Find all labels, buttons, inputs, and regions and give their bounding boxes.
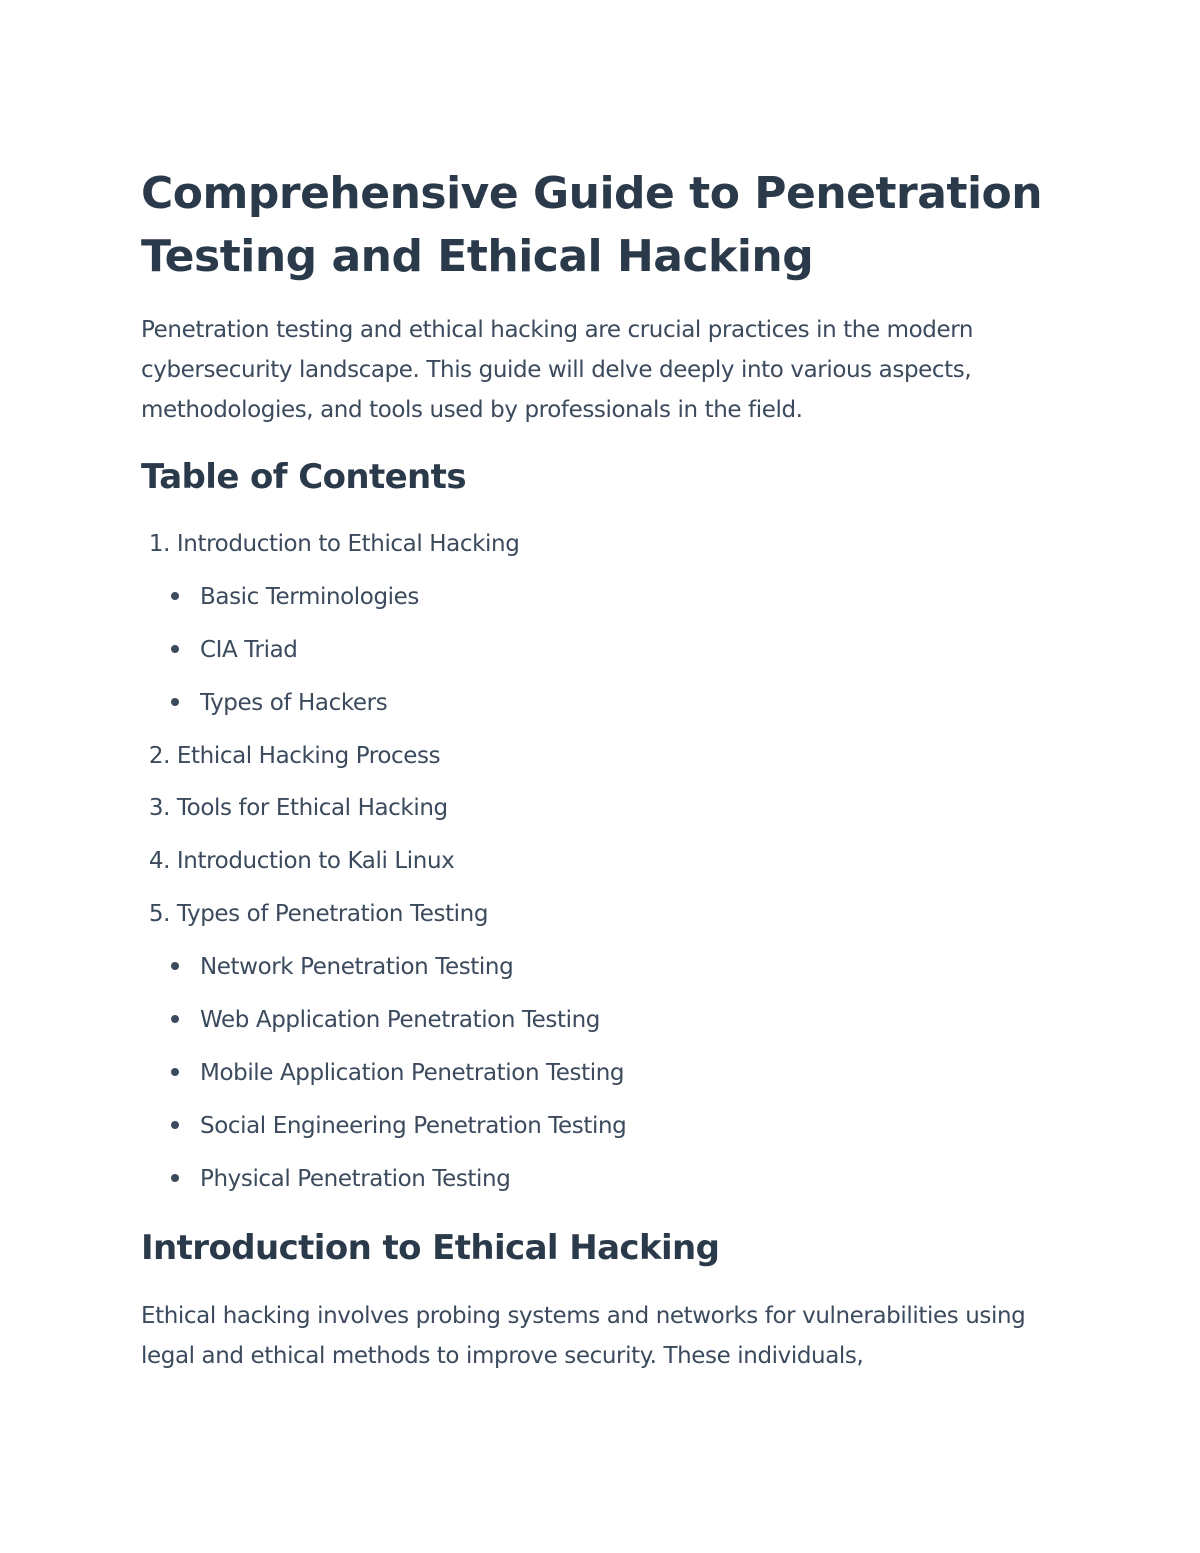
toc-item-label: Tools for Ethical Hacking — [176, 795, 448, 821]
toc-subitem-label: Web Application Penetration Testing — [200, 1007, 601, 1033]
bullet-icon — [171, 1015, 179, 1023]
toc-subitem-label: Basic Terminologies — [200, 584, 419, 610]
document-title: Comprehensive Guide to Penetration Testing and Ethical Hacking — [141, 168, 1043, 282]
toc-subitem-physical — [171, 1159, 510, 1199]
toc-subitem-label: CIA Triad — [200, 637, 298, 663]
section-paragraph: Ethical hacking involves probing systems and networks for vulnerabilities using legal and ethical methods to improve security. These individuals, — [141, 1303, 1026, 1369]
toc-item-tools — [141, 788, 448, 828]
toc-subitem-label: Types of Hackers — [200, 690, 388, 716]
bullet-icon — [171, 1121, 179, 1129]
toc-subitem-cia-triad — [171, 630, 298, 670]
bullet-icon — [171, 645, 179, 653]
toc-subitem-social-engineering — [171, 1106, 626, 1146]
toc-item-introduction — [141, 524, 519, 564]
toc-item-number: 5. — [148, 901, 170, 927]
section-heading: Introduction to Ethical Hacking — [141, 1228, 720, 1268]
bullet-icon — [171, 698, 179, 706]
toc-subitem-network — [171, 947, 513, 987]
toc-subitem-web-application — [171, 1000, 600, 1040]
toc-heading: Table of Contents — [141, 457, 466, 497]
bullet-icon — [171, 592, 179, 600]
toc-item-number: 2. — [148, 743, 170, 769]
toc-item-types-of-pentesting — [141, 894, 488, 934]
toc-item-kali-linux — [141, 841, 454, 881]
toc-subitem-label: Social Engineering Penetration Testing — [200, 1113, 627, 1139]
toc-subitem-label: Mobile Application Penetration Testing — [200, 1060, 625, 1086]
toc-item-number: 3. — [148, 795, 170, 821]
toc-subitem-label: Physical Penetration Testing — [200, 1166, 511, 1192]
toc-item-number: 1. — [148, 531, 170, 557]
bullet-icon — [171, 1174, 179, 1182]
toc-item-number: 4. — [148, 848, 170, 874]
toc-subitem-mobile-application — [171, 1053, 624, 1093]
toc-item-label: Types of Penetration Testing — [176, 901, 489, 927]
toc-subitem-label: Network Penetration Testing — [200, 954, 514, 980]
intro-paragraph: Penetration testing and ethical hacking are crucial practices in the modern cybersecurity landscape. This guide will delve deeply into various aspects, methodologies, and tools used by professionals in the field. — [141, 317, 974, 423]
toc-item-label: Introduction to Kali Linux — [176, 848, 455, 874]
toc-item-label: Ethical Hacking Process — [176, 743, 441, 769]
toc-item-ethical-hacking-process — [141, 736, 440, 776]
toc-subitem-basic-terminologies — [171, 577, 419, 617]
toc-item-label: Introduction to Ethical Hacking — [176, 531, 520, 557]
toc-subitem-types-of-hackers — [171, 683, 387, 723]
bullet-icon — [171, 1068, 179, 1076]
bullet-icon — [171, 962, 179, 970]
